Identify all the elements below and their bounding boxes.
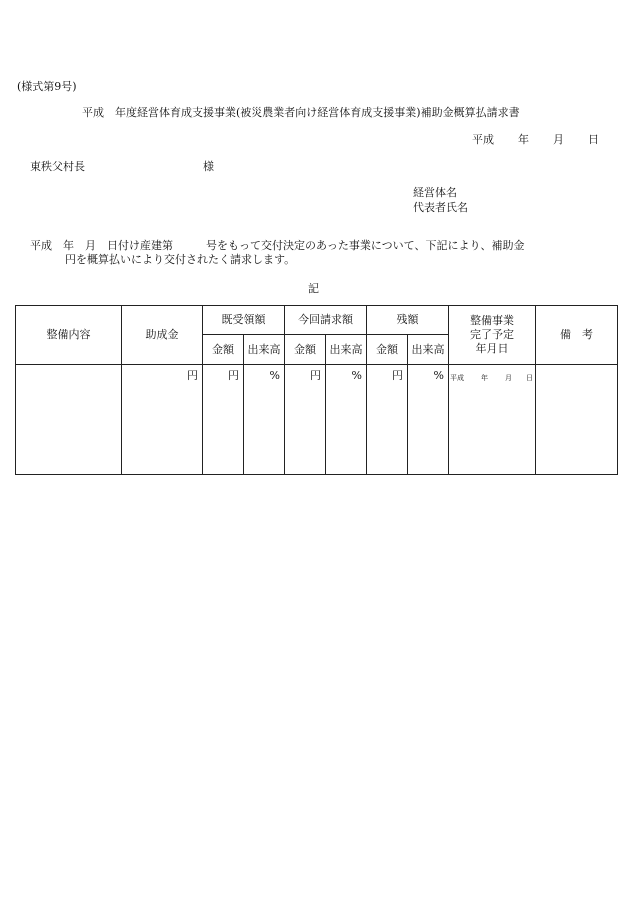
body-text-line1: 平成 年 月 日付け産建第 号をもって交付決定のあった事業について、下記により、補助金: [30, 239, 525, 252]
cell-received-percent: %: [244, 365, 285, 475]
header-remaining-amount: 金額: [367, 335, 408, 365]
submission-date: [472, 131, 599, 147]
header-received-progress: 出来高: [244, 335, 285, 365]
header-completion-line2: 完了予定: [470, 328, 514, 342]
applicant-entity-label: 経営体名: [413, 186, 457, 199]
header-subsidy: 助成金: [122, 306, 203, 365]
cell-date-month: 月: [505, 374, 512, 382]
cell-current-yen: 円: [285, 365, 326, 475]
cell-completion-date: [449, 365, 536, 475]
cell-date-era: 平成: [450, 374, 464, 382]
header-completion-date: [449, 306, 536, 365]
header-content: 整備内容: [16, 306, 122, 365]
header-remarks: 備 考: [536, 306, 618, 365]
cell-date-day: 日: [526, 374, 533, 382]
date-month: 月: [553, 133, 564, 146]
header-remaining-progress: 出来高: [408, 335, 449, 365]
addressee-suffix: 様: [203, 160, 214, 173]
header-current-amount: 金額: [285, 335, 326, 365]
addressee-name: 東秩父村長: [30, 160, 85, 173]
header-row-1: [16, 306, 618, 335]
header-received-amount: 金額: [203, 335, 244, 365]
form-number: (様式第9号): [17, 80, 77, 93]
cell-remarks: [536, 365, 618, 475]
cell-received-yen: 円: [203, 365, 244, 475]
date-day: 日: [588, 133, 599, 146]
header-current: 今回請求額: [285, 306, 367, 335]
cell-subsidy-yen: 円: [122, 365, 203, 475]
document-title: 平成 年度経営体育成支援事業(被災農業者向け経営体育成支援事業)補助金概算払請求書: [82, 106, 520, 119]
date-era: 平成: [472, 133, 494, 146]
cell-remaining-yen: 円: [367, 365, 408, 475]
header-received: 既受領額: [203, 306, 285, 335]
data-row: [16, 365, 618, 475]
body-text-line2: 円を概算払いにより交付されたく請求します。: [65, 253, 296, 266]
header-completion-line3: 年月日: [475, 341, 509, 355]
representative-label: 代表者氏名: [413, 201, 468, 214]
cell-current-percent: %: [326, 365, 367, 475]
header-remaining: 残額: [367, 306, 449, 335]
cell-date-year: 年: [481, 374, 488, 382]
ki-heading: 記: [308, 282, 319, 295]
header-completion-line1: 整備事業: [470, 314, 514, 328]
date-year: 年: [518, 133, 529, 146]
cell-remaining-percent: %: [408, 365, 449, 475]
cell-content: [16, 365, 122, 475]
header-current-progress: 出来高: [326, 335, 367, 365]
request-table: [15, 305, 618, 475]
